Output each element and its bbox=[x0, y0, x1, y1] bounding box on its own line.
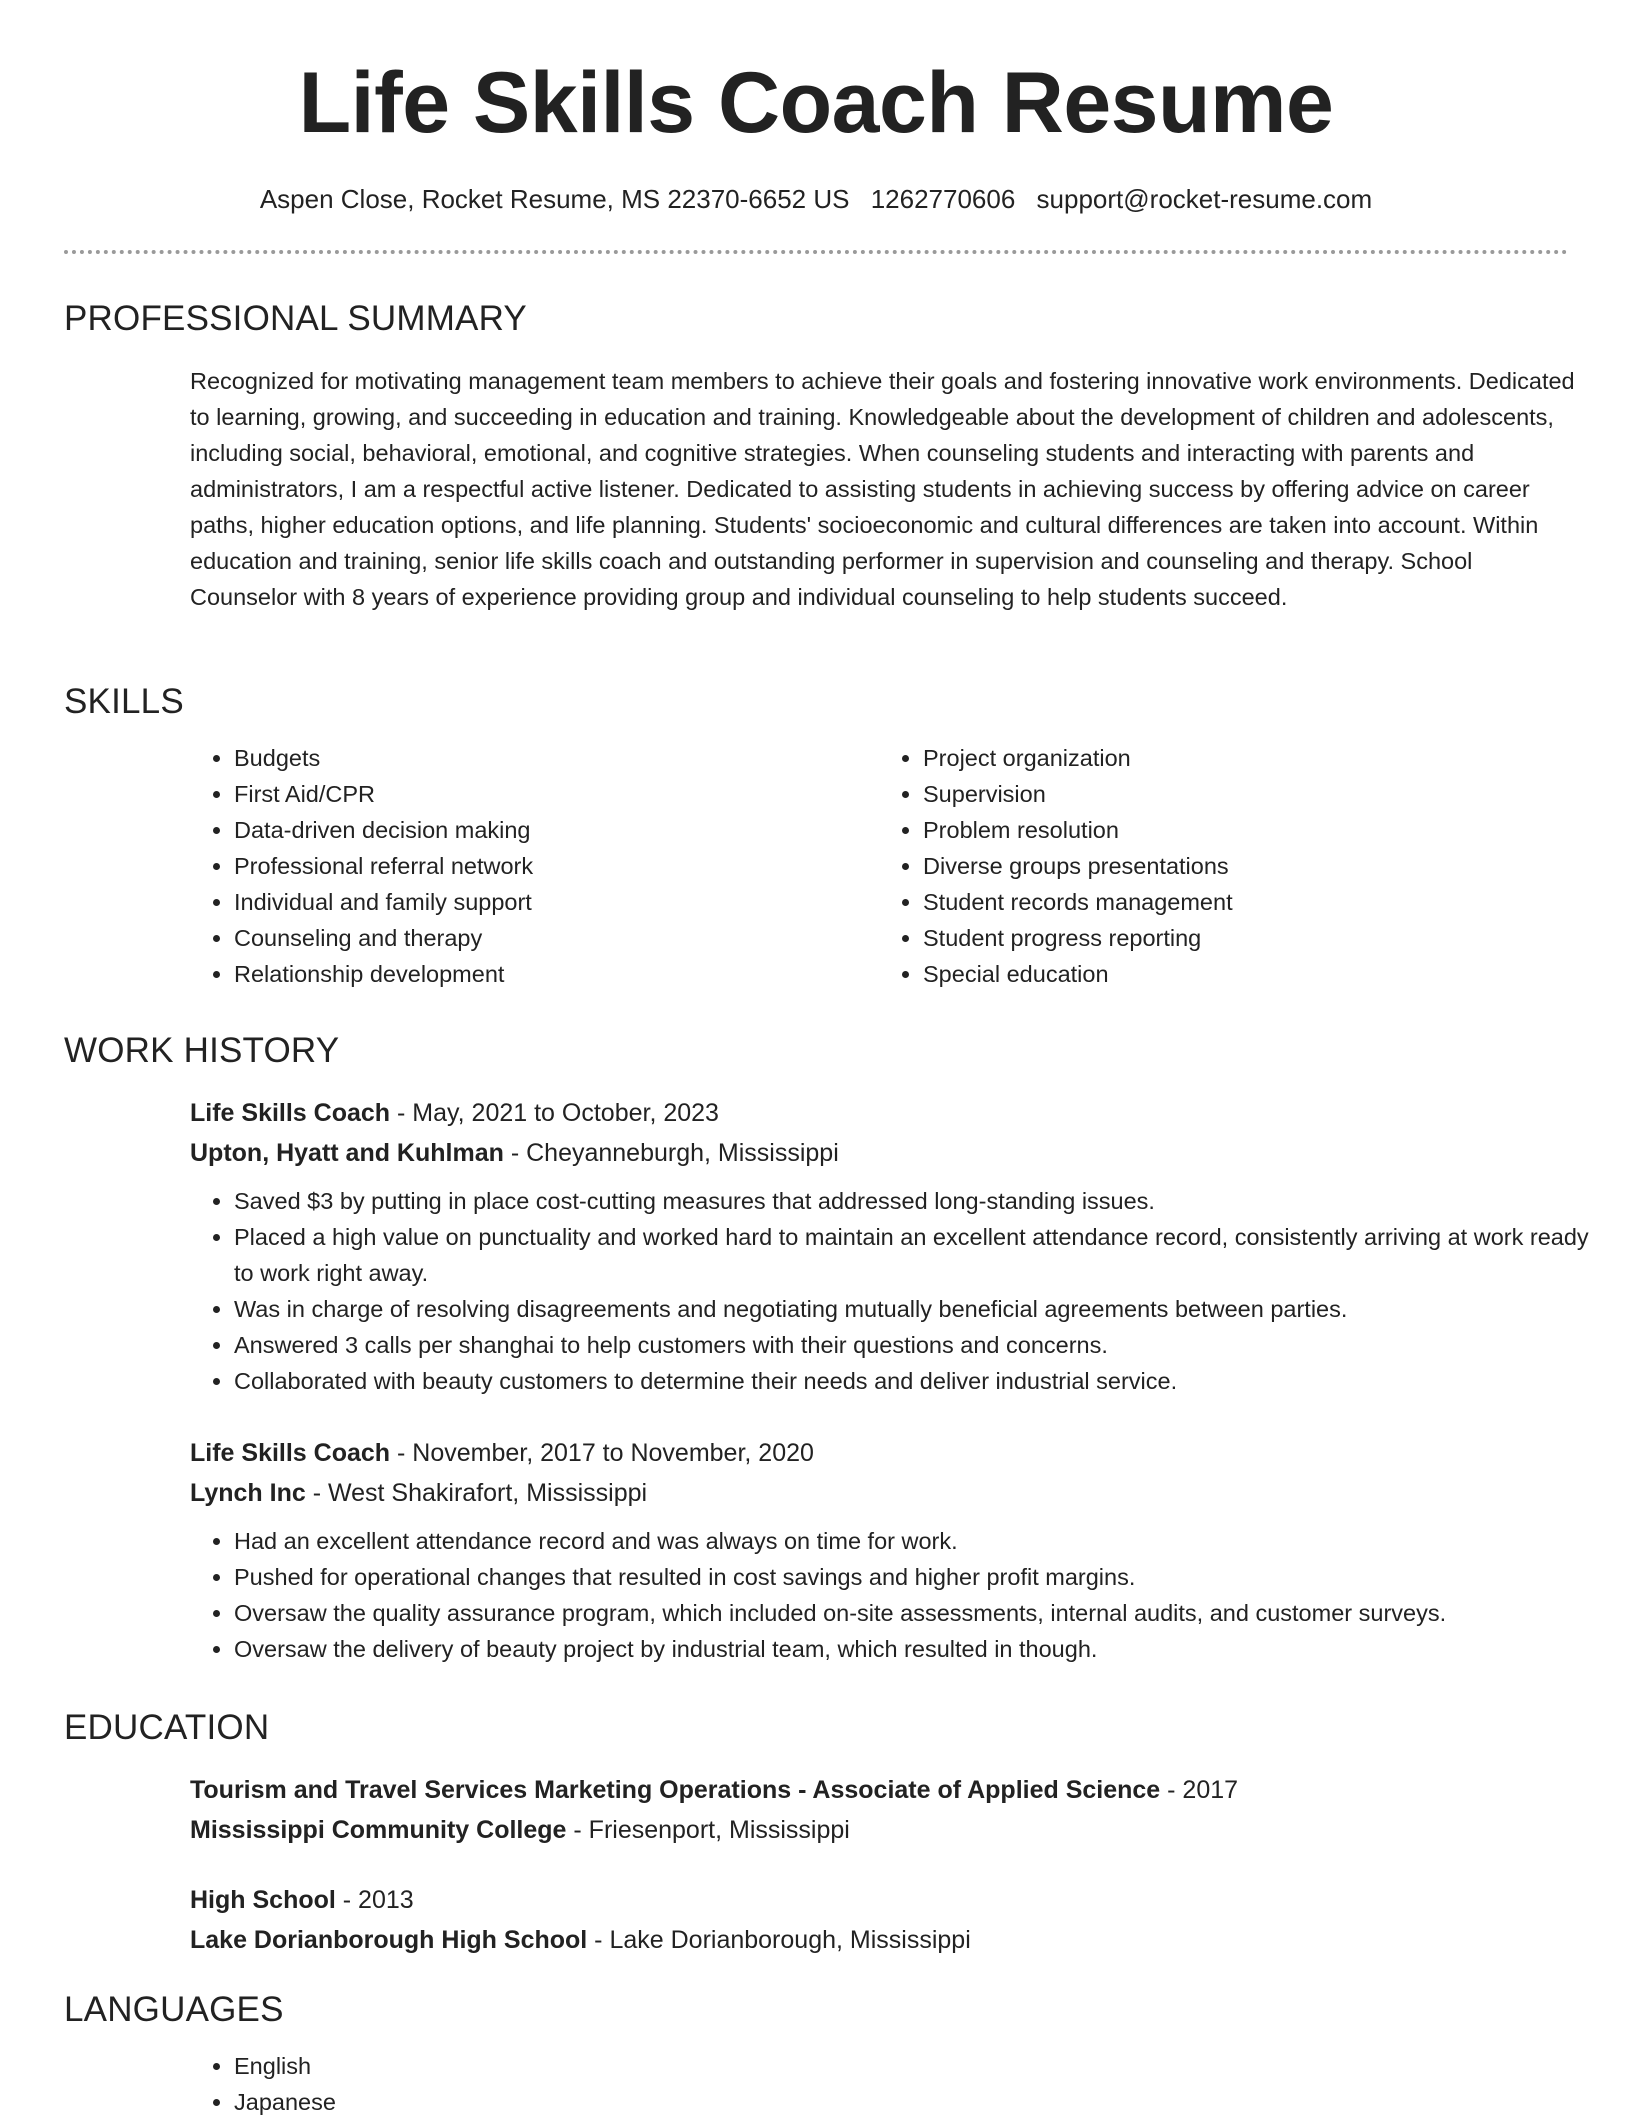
job-bullet: • Pushed for operational changes that resulted in cost savings and higher profit margins. bbox=[234, 1559, 1594, 1595]
languages-list bbox=[190, 2048, 1568, 2120]
education-school: Lake Dorianborough High School bbox=[190, 1926, 588, 1954]
job-bullet: • Collaborated with beauty customers to determine their needs and deliver industrial service. bbox=[234, 1363, 1594, 1399]
education-school: Mississippi Community College bbox=[190, 1816, 567, 1844]
skill-item: • Professional referral network bbox=[234, 848, 879, 884]
work-heading: WORK HISTORY bbox=[64, 1031, 340, 1070]
job-company: Lynch Inc bbox=[190, 1479, 306, 1507]
job-location: - Cheyanneburgh, Mississippi bbox=[503, 1139, 839, 1167]
job-bullet: • Was in charge of resolving disagreements and negotiating mutually beneficial agreements between parties. bbox=[234, 1291, 1594, 1327]
job-dates: - November, 2017 to November, 2020 bbox=[390, 1439, 814, 1467]
education-section bbox=[64, 1706, 1568, 1960]
skill-item: • Diverse groups presentations bbox=[923, 848, 1568, 884]
education-location: - Lake Dorianborough, Mississippi bbox=[587, 1926, 971, 1954]
education-entry bbox=[190, 1770, 1568, 1850]
contact-email: support@rocket-resume.com bbox=[1036, 184, 1373, 214]
skills-heading: SKILLS bbox=[64, 682, 184, 721]
job-company-line bbox=[190, 1133, 1568, 1173]
education-degree: High School bbox=[190, 1886, 336, 1914]
skill-item: • Data-driven decision making bbox=[234, 812, 879, 848]
education-degree-line bbox=[190, 1770, 1568, 1810]
job-bullet: • Placed a high value on punctuality and worked hard to maintain an excellent attendance record, consistently arriving at work ready to work right away. bbox=[234, 1219, 1594, 1291]
education-school-line bbox=[190, 1920, 1568, 1960]
job-entry bbox=[190, 1093, 1589, 1399]
education-entry bbox=[190, 1880, 1568, 1960]
job-bullet-list bbox=[190, 1523, 1594, 1667]
skills-left-list bbox=[190, 740, 879, 992]
language-item: • English bbox=[234, 2048, 1568, 2084]
languages-heading: LANGUAGES bbox=[64, 1990, 284, 2029]
job-bullet: • Saved $3 by putting in place cost-cutting measures that addressed long-standing issues. bbox=[234, 1183, 1594, 1219]
education-heading: EDUCATION bbox=[64, 1708, 270, 1747]
education-degree: Tourism and Travel Services Marketing Operations - Associate of Applied Science bbox=[190, 1776, 1161, 1804]
job-bullet: • Answered 3 calls per shanghai to help customers with their questions and concerns. bbox=[234, 1327, 1594, 1363]
education-location: - Friesenport, Mississippi bbox=[566, 1816, 850, 1844]
summary-text: Recognized for motivating management team members to achieve their goals and fostering innovative work environments. Dedicated to learning, growing, and succeeding in education and training. Knowledgeable about the development of children and adolescents, including social, behavioral, emotional, and cognitive strategies. When counseling students and interacting with parents and administrators, I am a respectful active listener. Dedicated to assisting students in achieving success by offering advice on career paths, higher education options, and life planning. Students' socioeconomic and cultural differences are taken into account. Within education and training, senior life skills coach and outstanding performer in supervision and counseling and therapy. School Counselor with 8 years of experience providing group and individual counseling to help students succeed. bbox=[190, 368, 1575, 610]
job-bullet: • Oversaw the delivery of beauty project by industrial team, which resulted in though. bbox=[234, 1631, 1594, 1667]
education-school-line bbox=[190, 1810, 1568, 1850]
education-degree-line bbox=[190, 1880, 1568, 1920]
education-year: - 2017 bbox=[1160, 1776, 1239, 1804]
skill-item: • Special education bbox=[923, 956, 1568, 992]
job-title: Life Skills Coach bbox=[190, 1439, 391, 1467]
contact-line bbox=[0, 182, 1632, 216]
skill-item: • Individual and family support bbox=[234, 884, 879, 920]
summary-heading: PROFESSIONAL SUMMARY bbox=[64, 299, 527, 338]
job-title-line bbox=[190, 1433, 1568, 1473]
work-section bbox=[64, 1029, 1589, 1667]
skills-section bbox=[64, 680, 1568, 992]
header-divider bbox=[64, 250, 1568, 254]
job-bullet-list bbox=[190, 1183, 1594, 1399]
job-bullet: • Oversaw the quality assurance program, which included on-site assessments, internal audits, and customer surveys. bbox=[234, 1595, 1594, 1631]
job-entry bbox=[190, 1433, 1568, 1667]
skill-item: • Project organization bbox=[923, 740, 1568, 776]
languages-section bbox=[64, 1988, 1568, 2120]
skill-item: • First Aid/CPR bbox=[234, 776, 879, 812]
job-company-line bbox=[190, 1473, 1568, 1513]
skills-grid bbox=[190, 740, 1568, 992]
job-dates: - May, 2021 to October, 2023 bbox=[390, 1099, 719, 1127]
job-title: Life Skills Coach bbox=[190, 1099, 391, 1127]
skill-item: • Counseling and therapy bbox=[234, 920, 879, 956]
skill-item: • Relationship development bbox=[234, 956, 879, 992]
job-title-line bbox=[190, 1093, 1568, 1133]
skill-item: • Supervision bbox=[923, 776, 1568, 812]
job-company: Upton, Hyatt and Kuhlman bbox=[190, 1139, 504, 1167]
skill-item: • Student progress reporting bbox=[923, 920, 1568, 956]
skill-item: • Problem resolution bbox=[923, 812, 1568, 848]
job-location: - West Shakirafort, Mississippi bbox=[305, 1479, 648, 1507]
job-bullet: • Had an excellent attendance record and was always on time for work. bbox=[234, 1523, 1594, 1559]
skill-item: • Budgets bbox=[234, 740, 879, 776]
resume-title: Life Skills Coach Resume bbox=[298, 55, 1334, 151]
contact-phone: 1262770606 bbox=[870, 184, 1016, 214]
education-year: - 2013 bbox=[335, 1886, 414, 1914]
language-item: • Japanese bbox=[234, 2084, 1568, 2120]
contact-address: Aspen Close, Rocket Resume, MS 22370-6652 US bbox=[259, 184, 850, 214]
summary-section bbox=[64, 297, 1575, 615]
skills-right-list bbox=[879, 740, 1568, 992]
skill-item: • Student records management bbox=[923, 884, 1568, 920]
